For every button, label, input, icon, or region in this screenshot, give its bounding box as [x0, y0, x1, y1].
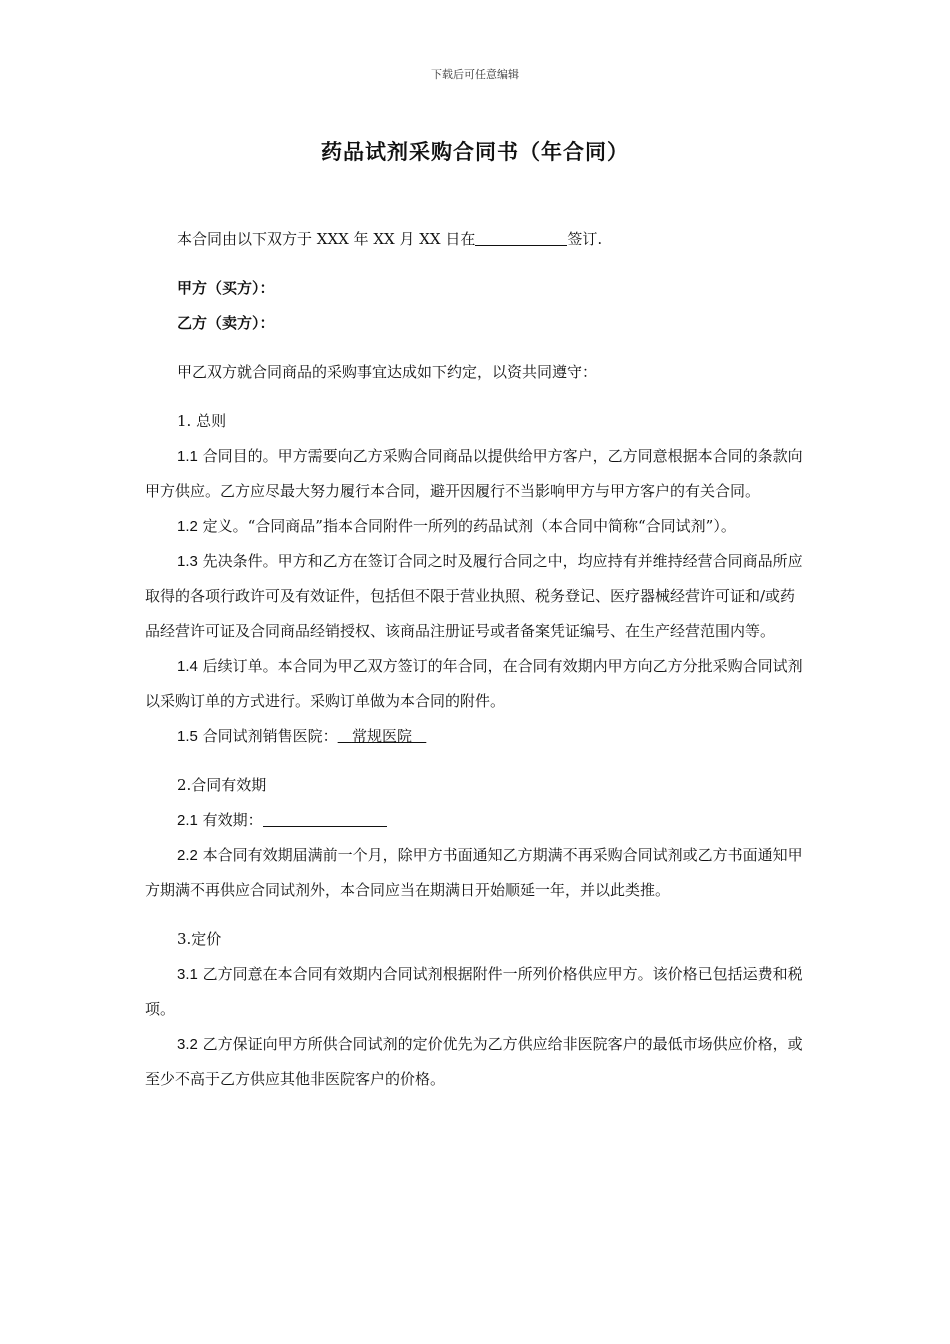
- validity-blank: [263, 808, 387, 827]
- clause-number: 2.1: [177, 812, 198, 829]
- location-blank: [475, 227, 567, 246]
- clause-text: 后续订单。本合同为甲乙双方签订的年合同，在合同有效期内甲方向乙方分批采购合同试剂以采购订单的方式进行。采购订单做为本合同的附件。: [145, 657, 803, 710]
- clause-number: 1.2: [177, 518, 198, 535]
- clause-text: 有效期：: [202, 811, 263, 829]
- clause-number: 1.4: [177, 658, 198, 675]
- clause-number: 3.2: [177, 1036, 198, 1053]
- clause-text: 定义。“合同商品”指本合同附件一所列的药品试剂（本合同中简称“合同试剂”）。: [202, 517, 736, 535]
- clause-2-1: [145, 803, 810, 838]
- clause-text: 本合同有效期届满前一个月，除甲方书面通知乙方期满不再采购合同试剂或乙方书面通知甲方期满不再供应合同试剂外，本合同应当在期满日开始顺延一年，并以此类推。: [145, 846, 803, 899]
- document-body: [145, 222, 810, 1097]
- intro-signed: 签订.: [567, 230, 603, 248]
- clause-3-2: [145, 1027, 810, 1097]
- header-note: 下载后可任意编辑: [431, 68, 519, 81]
- hospital-value: [338, 727, 427, 745]
- clause-3-1: [145, 957, 810, 1027]
- preamble: 甲乙双方就合同商品的采购事宜达成如下约定，以资共同遵守：: [177, 363, 598, 381]
- clause-1-2: [145, 509, 810, 544]
- clause-text: 合同试剂销售医院：: [202, 727, 338, 745]
- clause-text: 乙方保证向甲方所供合同试剂的定价优先为乙方供应给非医院客户的最低市场供应价格，或至少不高于乙方供应其他非医院客户的价格。: [145, 1035, 803, 1088]
- party-a-label: 甲方（买方）：: [177, 279, 275, 297]
- clause-number: 1.5: [177, 728, 198, 745]
- section-2-heading: 2.合同有效期: [177, 776, 267, 794]
- clause-number: 1.1: [177, 448, 198, 465]
- clause-number: 2.2: [177, 847, 198, 864]
- clause-text: 乙方同意在本合同有效期内合同试剂根据附件一所列价格供应甲方。该价格已包括运费和税项。: [145, 965, 803, 1018]
- clause-1-3: [145, 544, 810, 649]
- intro-paragraph: [145, 222, 810, 257]
- clause-number: 1.3: [177, 553, 198, 570]
- clause-text: 先决条件。甲方和乙方在签订合同之时及履行合同之中，均应持有并维持经营合同商品所应取得的各项行政许可及有效证件，包括但不限于营业执照、税务登记、医疗器械经营许可证和/或药品经营许可证及合同商品经销授权、该商品注册证号或者备案凭证编号、在生产经营范围内等。: [145, 552, 803, 640]
- section-1-heading: 1. 总则: [177, 412, 227, 430]
- section-3-heading: 3.定价: [177, 930, 222, 948]
- party-b-label: 乙方（卖方）：: [177, 314, 275, 332]
- clause-1-5: [145, 719, 810, 754]
- clause-2-2: [145, 838, 810, 908]
- clause-1-1: [145, 439, 810, 509]
- hospital-name: 常规医院: [351, 727, 412, 745]
- clause-number: 3.1: [177, 966, 198, 983]
- clause-text: 合同目的。甲方需要向乙方采购合同商品以提供给甲方客户，乙方同意根据本合同的条款向甲方供应。乙方应尽最大努力履行本合同，避开因履行不当影响甲方与甲方客户的有关合同。: [145, 447, 803, 500]
- clause-1-4: [145, 649, 810, 719]
- intro-text: 本合同由以下双方于 XXX 年 XX 月 XX 日在: [177, 230, 476, 248]
- document-title: 药品试剂采购合同书（年合同）: [321, 139, 629, 164]
